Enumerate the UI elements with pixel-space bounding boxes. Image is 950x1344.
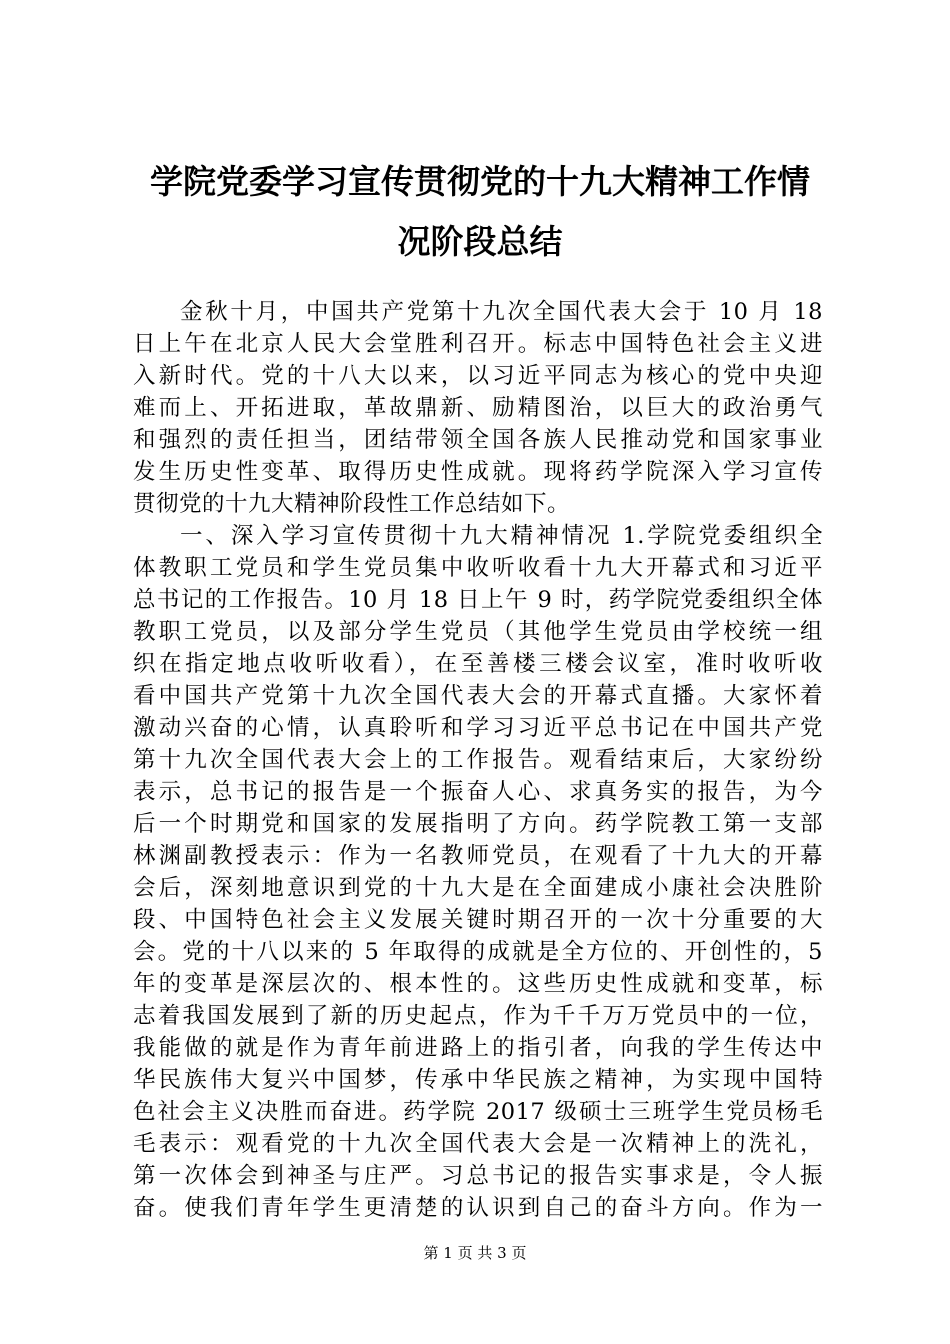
- body-text-line: 体教职工党员和学生党员集中收听收看十九大开幕式和习近平: [133, 555, 823, 581]
- body-text-line: 教职工党员，以及部分学生党员（其他学生党员由学校统一组: [133, 619, 823, 645]
- body-text-line: 奋。使我们青年学生更清楚的认识到自己的奋斗方向。作为一: [133, 1195, 823, 1221]
- body-text-line: 年的变革是深层次的、根本性的。这些历史性成就和变革，标: [133, 971, 823, 997]
- body-text-line: 总书记的工作报告。10 月 18 日上午 9 时，药学院党委组织全体: [133, 587, 823, 613]
- body-text-line: 我能做的就是作为青年前进路上的指引者，向我的学生传达中: [133, 1035, 823, 1061]
- body-text-line: 华民族伟大复兴中国梦，传承中华民族之精神，为实现中国特: [133, 1067, 823, 1093]
- body-text-line: 发生历史性变革、取得历史性成就。现将药学院深入学习宣传: [133, 459, 823, 485]
- document-title-line-1: 学院党委学习宣传贯彻党的十九大精神工作情: [150, 162, 810, 201]
- body-text-line: 入新时代。党的十八大以来，以习近平同志为核心的党中央迎: [133, 363, 823, 389]
- body-text-line: 贯彻党的十九大精神阶段性工作总结如下。: [133, 491, 571, 517]
- body-text-line: 志着我国发展到了新的历史起点，作为千千万万党员中的一位，: [133, 1003, 823, 1029]
- body-text-line: 段、中国特色社会主义发展关键时期召开的一次十分重要的大: [133, 907, 823, 933]
- body-text-line: 织在指定地点收听收看），在至善楼三楼会议室，准时收听收: [133, 651, 823, 677]
- document-title-line-2: 况阶段总结: [397, 222, 563, 261]
- body-text-line: 林渊副教授表示：作为一名教师党员，在观看了十九大的开幕: [133, 843, 823, 869]
- body-text-line: 第一次体会到神圣与庄严。习总书记的报告实事求是，令人振: [133, 1163, 823, 1189]
- page-footer: 第 1 页 共 3 页: [423, 1244, 527, 1262]
- body-text-line: 难而上、开拓进取，革故鼎新、励精图治，以巨大的政治勇气: [133, 395, 823, 421]
- body-text-line: 第十九次全国代表大会上的工作报告。观看结束后，大家纷纷: [133, 747, 823, 773]
- body-text-line: 和强烈的责任担当，团结带领全国各族人民推动党和国家事业: [133, 427, 823, 453]
- body-text-line: 会。党的十八以来的 5 年取得的成就是全方位的、开创性的，5: [133, 939, 823, 965]
- body-text-line: 日上午在北京人民大会堂胜利召开。标志中国特色社会主义进: [133, 331, 823, 357]
- body-text-line: 毛表示：观看党的十九次全国代表大会是一次精神上的洗礼，: [133, 1131, 823, 1157]
- body-text-line: 激动兴奋的心情，认真聆听和学习习近平总书记在中国共产党: [133, 715, 823, 741]
- body-text-line: 色社会主义决胜而奋进。药学院 2017 级硕士三班学生党员杨毛: [133, 1099, 823, 1125]
- body-text-line: 一、深入学习宣传贯彻十九大精神情况 1.学院党委组织全: [180, 523, 823, 549]
- body-text-line: 看中国共产党第十九次全国代表大会的开幕式直播。大家怀着: [133, 683, 823, 709]
- body-text-line: 金秋十月，中国共产党第十九次全国代表大会于 10 月 18: [180, 299, 823, 325]
- body-text-line: 会后，深刻地意识到党的十九大是在全面建成小康社会决胜阶: [133, 875, 823, 901]
- body-text-line: 后一个时期党和国家的发展指明了方向。药学院教工第一支部: [133, 811, 823, 837]
- body-text-line: 表示，总书记的报告是一个振奋人心、求真务实的报告，为今: [133, 779, 823, 805]
